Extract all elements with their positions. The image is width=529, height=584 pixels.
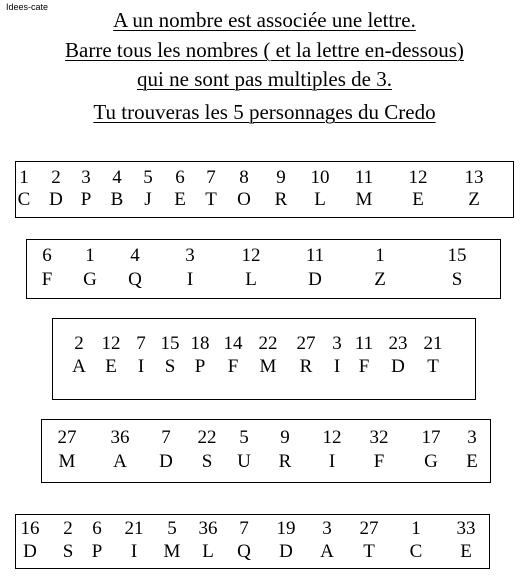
puzzle-letter: L (245, 269, 257, 290)
puzzle-letter: A (113, 451, 127, 472)
puzzle-letter: P (80, 189, 92, 210)
puzzle-number: 2 (74, 333, 84, 354)
instruction-line-2: Barre tous les nombres ( et la lettre en-dessous) (65, 38, 464, 62)
puzzle-number: 3 (467, 427, 477, 448)
puzzle-letter: I (333, 356, 341, 377)
puzzle-letter: U (237, 451, 251, 472)
puzzle-number: 12 (101, 333, 121, 354)
puzzle-letter: A (320, 541, 334, 562)
puzzle-number: 18 (190, 333, 210, 354)
puzzle-letter: E (466, 451, 478, 472)
puzzle-letter: O (237, 189, 251, 210)
puzzle-letter: F (227, 356, 239, 377)
puzzle-letter: P (91, 541, 103, 562)
puzzle-number: 9 (276, 167, 286, 188)
puzzle-letter: Q (128, 269, 142, 290)
puzzle-number: 1 (85, 245, 95, 266)
puzzle-letter: S (451, 269, 463, 290)
source-tag: Idees-cate (6, 2, 49, 12)
puzzle-letter: M (58, 451, 76, 472)
puzzle-letter: A (72, 356, 86, 377)
puzzle-letter: D (308, 269, 322, 290)
puzzle-number: 7 (161, 427, 171, 448)
puzzle-letter: Q (237, 541, 251, 562)
puzzle-number: 3 (81, 167, 91, 188)
puzzle-letter: D (391, 356, 405, 377)
puzzle-letter: E (174, 189, 186, 210)
puzzle-number: 32 (369, 427, 389, 448)
puzzle-letter: D (23, 541, 37, 562)
puzzle-letter: S (62, 541, 74, 562)
puzzle-letter: R (278, 451, 292, 472)
puzzle-number: 7 (206, 167, 216, 188)
puzzle-number: 17 (421, 427, 441, 448)
puzzle-letter: G (424, 451, 438, 472)
puzzle-letter: S (201, 451, 213, 472)
puzzle-number: 21 (124, 518, 144, 539)
puzzle-letter: J (144, 189, 152, 210)
puzzle-number: 1 (411, 518, 421, 539)
puzzle-letter: E (105, 356, 117, 377)
puzzle-box-2 (26, 239, 501, 299)
puzzle-number: 5 (167, 518, 177, 539)
puzzle-letter: I (137, 356, 145, 377)
puzzle-number: 15 (447, 245, 467, 266)
puzzle-letter: T (205, 189, 217, 210)
puzzle-number: 11 (354, 333, 374, 354)
puzzle-letter: I (328, 451, 336, 472)
puzzle-letter: F (373, 451, 385, 472)
puzzle-number: 23 (388, 333, 408, 354)
puzzle-letter: P (194, 356, 206, 377)
puzzle-number: 22 (258, 333, 278, 354)
puzzle-letter: M (259, 356, 277, 377)
puzzle-letter: B (110, 189, 124, 210)
puzzle-letter: S (164, 356, 176, 377)
puzzle-letter: L (314, 189, 326, 210)
puzzle-letter: M (163, 541, 181, 562)
puzzle-number: 11 (305, 245, 325, 266)
puzzle-letter: R (274, 189, 288, 210)
puzzle-letter: F (41, 269, 53, 290)
puzzle-number: 36 (198, 518, 218, 539)
puzzle-number: 10 (310, 167, 330, 188)
puzzle-number: 15 (160, 333, 180, 354)
instruction-line-1: A un nombre est associée une lettre. (113, 8, 416, 32)
puzzle-letter: E (460, 541, 472, 562)
puzzle-number: 6 (92, 518, 102, 539)
puzzle-letter: R (299, 356, 313, 377)
puzzle-letter: G (83, 269, 97, 290)
puzzle-letter: I (130, 541, 138, 562)
puzzle-letter: E (412, 189, 424, 210)
puzzle-letter: I (186, 269, 194, 290)
puzzle-letter: T (427, 356, 439, 377)
puzzle-number: 12 (322, 427, 342, 448)
puzzle-number: 6 (42, 245, 52, 266)
puzzle-number: 22 (197, 427, 217, 448)
puzzle-letter: F (358, 356, 370, 377)
puzzle-number: 5 (239, 427, 249, 448)
puzzle-number: 2 (63, 518, 73, 539)
puzzle-number: 9 (280, 427, 290, 448)
puzzle-number: 14 (223, 333, 243, 354)
instruction-line-3: qui ne sont pas multiples de 3. (137, 67, 392, 91)
instruction-line-4: Tu trouveras les 5 personnages du Credo (93, 100, 436, 124)
puzzle-number: 4 (130, 245, 140, 266)
puzzle-letter: Z (374, 269, 386, 290)
puzzle-number: 12 (408, 167, 428, 188)
puzzle-letter: C (17, 189, 31, 210)
puzzle-letter: Z (468, 189, 480, 210)
puzzle-number: 27 (57, 427, 77, 448)
puzzle-letter: C (409, 541, 423, 562)
puzzle-number: 3 (332, 333, 342, 354)
puzzle-number: 1 (375, 245, 385, 266)
puzzle-number: 27 (359, 518, 379, 539)
puzzle-number: 3 (185, 245, 195, 266)
puzzle-number: 8 (239, 167, 249, 188)
puzzle-number: 27 (296, 333, 316, 354)
puzzle-number: 12 (241, 245, 261, 266)
puzzle-number: 2 (51, 167, 61, 188)
puzzle-number: 21 (423, 333, 443, 354)
puzzle-number: 3 (322, 518, 332, 539)
puzzle-number: 11 (354, 167, 374, 188)
puzzle-letter: M (355, 189, 373, 210)
puzzle-number: 4 (112, 167, 122, 188)
puzzle-number: 1 (19, 167, 29, 188)
puzzle-letter: D (159, 451, 173, 472)
puzzle-number: 5 (143, 167, 153, 188)
puzzle-number: 7 (239, 518, 249, 539)
puzzle-number: 16 (20, 518, 40, 539)
puzzle-number: 6 (175, 167, 185, 188)
puzzle-number: 36 (110, 427, 130, 448)
puzzle-letter: D (279, 541, 293, 562)
puzzle-number: 33 (456, 518, 476, 539)
puzzle-number: 7 (136, 333, 146, 354)
puzzle-number: 13 (464, 167, 484, 188)
puzzle-number: 19 (276, 518, 296, 539)
puzzle-letter: T (363, 541, 375, 562)
puzzle-letter: D (49, 189, 63, 210)
puzzle-letter: L (202, 541, 214, 562)
